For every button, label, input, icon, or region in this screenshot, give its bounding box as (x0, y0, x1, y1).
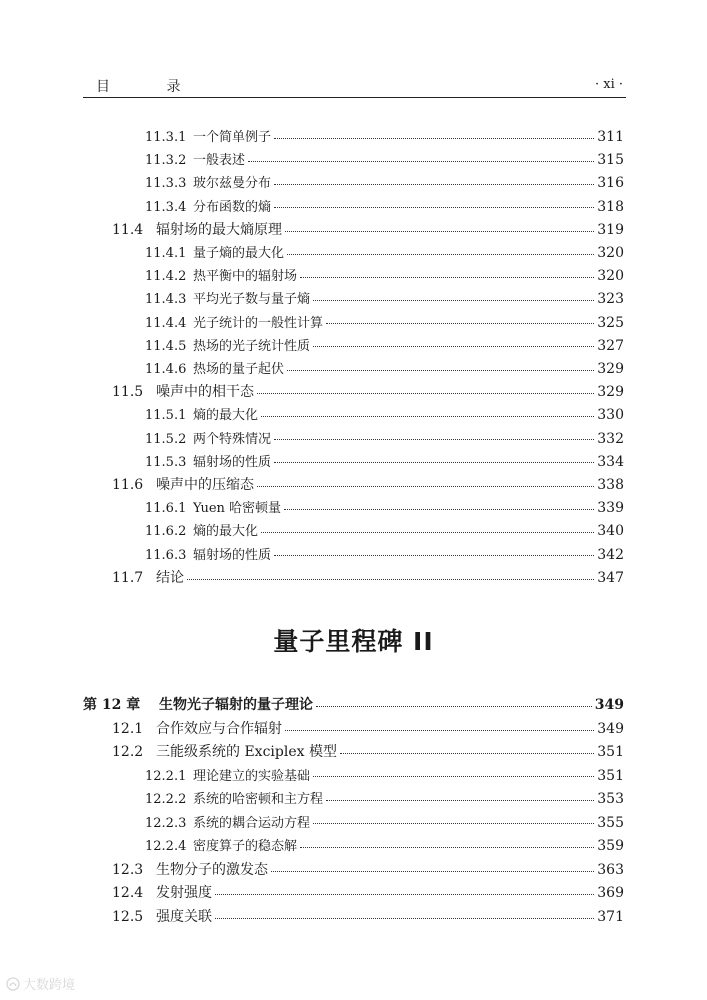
toc-entry-page: 339 (597, 500, 624, 517)
toc-entry-title: 热平衡中的辐射场 (193, 269, 298, 285)
toc-leader-dots (340, 752, 594, 754)
toc-entry-page: 319 (597, 221, 624, 238)
toc-leader-dots (313, 822, 594, 824)
toc-leader-dots (271, 870, 594, 872)
toc-leader-dots (215, 893, 594, 895)
toc-entry-title: 理论建立的实验基础 (193, 768, 311, 784)
toc-leader-dots (326, 322, 594, 324)
toc-entry-line (145, 265, 624, 284)
toc-entry (0, 906, 707, 926)
toc-entry-line (145, 497, 624, 516)
watermark-logo-icon (6, 977, 20, 991)
toc-entry-page: 329 (597, 384, 624, 401)
toc-entry-page: 340 (597, 523, 624, 540)
toc-entry (0, 835, 707, 855)
toc-leader-dots (274, 206, 594, 208)
header-title: 目 录 (96, 79, 207, 95)
running-header (83, 76, 623, 96)
toc-entry (0, 381, 707, 401)
toc-leader-dots (274, 554, 594, 556)
toc-entry-line (145, 126, 624, 145)
toc-entry-title: 辐射场的最大熵原理 (156, 221, 282, 238)
toc-entry (0, 497, 707, 517)
toc-entry-page: 347 (597, 569, 624, 586)
toc-leader-dots (285, 729, 594, 731)
toc-entry-title: 密度算子的稳态解 (193, 839, 298, 854)
toc-entry (0, 451, 707, 471)
toc-entry-title: 热场的量子起伏 (193, 362, 285, 377)
toc-entry (0, 219, 707, 239)
toc-entry-number: 11.3.1 (145, 130, 187, 145)
toc-entry-line (145, 196, 624, 215)
toc-leader-dots (274, 137, 594, 139)
toc-entry-line (145, 172, 624, 191)
toc-entry-line (112, 859, 624, 879)
watermark-text: 大数跨境 (23, 978, 76, 993)
toc-entry-title: 玻尔兹曼分布 (193, 176, 272, 192)
toc-entry-page: 318 (597, 198, 624, 215)
toc-entry (0, 859, 707, 879)
toc-entry-line (145, 335, 624, 354)
toc-entry-number: 11.3.3 (145, 176, 187, 192)
toc-leader-dots (261, 531, 594, 533)
toc-entry-number: 11.5.3 (145, 454, 187, 470)
toc-entry-page: 351 (597, 767, 624, 784)
toc-entry-title: Yuen 哈密顿量 (193, 501, 282, 517)
toc-leader-dots (284, 508, 594, 510)
toc-entry-page: 353 (597, 791, 624, 807)
toc-entry-title: 发射强度 (156, 885, 212, 901)
toc-entry-title: 光子统计的一般性计算 (193, 315, 324, 331)
toc-entry-page: 369 (597, 885, 624, 901)
toc-leader-dots (248, 160, 594, 162)
toc-entry-line (112, 219, 624, 239)
toc-entry-line (145, 520, 624, 539)
toc-entry-number: 11.4.4 (145, 315, 187, 331)
toc-entry-title: 一个简单例子 (193, 130, 272, 145)
toc-entry-line (145, 312, 624, 331)
toc-entry (0, 520, 707, 540)
toc-entry (0, 242, 707, 262)
toc-entry-page: 320 (597, 245, 624, 261)
toc-entry-title: 平均光子数与量子熵 (193, 292, 311, 308)
toc-leader-dots (285, 230, 594, 232)
toc-entry-page: 320 (597, 268, 624, 285)
toc-entry (0, 718, 707, 738)
toc-entry-number: 12.2.4 (145, 839, 187, 854)
toc-entry-number: 11.3.2 (145, 153, 187, 169)
toc-leader-dots (187, 578, 594, 580)
toc-entry (0, 474, 707, 494)
toc-entry-title: 结论 (156, 569, 184, 586)
toc-entry-number: 11.4 (112, 221, 144, 238)
toc-entry-number: 11.4.2 (145, 269, 187, 285)
toc-entry-line (145, 242, 624, 261)
toc-leader-dots (257, 485, 594, 487)
toc-entry-page: 329 (597, 361, 624, 377)
toc-entry-page: 349 (597, 720, 624, 737)
toc-entry (0, 265, 707, 285)
toc-entry-number: 11.4.3 (145, 292, 187, 308)
toc-entry (0, 765, 707, 785)
toc-entry-title: 合作效应与合作辐射 (156, 720, 282, 737)
toc-entry-line (145, 149, 624, 168)
toc-entry-number: 12.2.3 (145, 815, 187, 831)
toc-entry-line (145, 788, 624, 807)
toc-entry-title: 两个特殊情况 (193, 431, 272, 447)
toc-entry-page: 349 (594, 697, 624, 713)
toc-entry (0, 694, 707, 714)
toc-entry-page: 316 (597, 175, 624, 192)
toc-entry-page: 371 (597, 908, 624, 925)
toc-leader-dots (313, 299, 594, 301)
toc-entry-line (112, 906, 624, 926)
toc-entry (0, 149, 707, 169)
toc-entry-number: 11.6 (112, 477, 144, 493)
toc-entry-line (83, 694, 624, 714)
toc-entry-number: 11.3.4 (145, 199, 187, 215)
toc-entry-line (145, 428, 624, 447)
toc-entry-page: 332 (597, 430, 624, 447)
toc-entry-page: 342 (597, 546, 624, 563)
toc-entry-number: 11.5.2 (145, 431, 187, 447)
toc-entry-title: 生物光子辐射的量子理论 (159, 697, 313, 713)
toc-entry-title: 系统的哈密顿和主方程 (193, 792, 324, 807)
toc-entry-title: 辐射场的性质 (193, 454, 272, 470)
toc-leader-dots (274, 438, 594, 440)
toc-leader-dots (215, 917, 594, 919)
toc-leader-dots (274, 461, 594, 463)
toc-entry-number: 11.6.2 (145, 524, 187, 540)
toc-leader-dots (300, 276, 594, 278)
toc-entry-line (112, 882, 624, 902)
toc-entry-line (145, 404, 624, 423)
header-rule (83, 97, 626, 98)
toc-entry-title: 辐射场的性质 (193, 547, 272, 563)
toc-entry-number: 11.7 (112, 569, 144, 586)
toc-entry (0, 812, 707, 832)
toc-leader-dots (287, 253, 594, 255)
toc-entry-line (112, 741, 624, 761)
toc-entry-title: 量子熵的最大化 (193, 246, 285, 261)
toc-entry (0, 358, 707, 378)
toc-entry (0, 567, 707, 587)
toc-entry-title: 熵的最大化 (193, 408, 259, 424)
toc-entry-line (145, 358, 624, 377)
toc-leader-dots (287, 369, 594, 371)
part-title: 量子里程碑 II (273, 627, 434, 656)
toc-entry-page: 355 (597, 814, 624, 831)
toc-leader-dots (313, 775, 594, 777)
toc-entry (0, 741, 707, 761)
toc-entry-line (145, 288, 624, 307)
toc-entry-title: 热场的光子统计性质 (193, 338, 311, 354)
toc-entry-number: 11.4.5 (145, 338, 187, 354)
toc-entry-page: 315 (597, 152, 624, 169)
toc-entry-title: 一般表述 (193, 153, 246, 169)
toc-entry (0, 788, 707, 808)
toc-entry-number: 11.6.1 (145, 501, 187, 517)
toc-entry-line (145, 765, 624, 784)
toc-entry-page: 351 (597, 744, 624, 760)
toc-entry-number: 11.4.6 (145, 362, 187, 377)
toc-entry-line (112, 381, 624, 401)
toc-entry-number: 12.5 (112, 908, 144, 925)
toc-entry (0, 288, 707, 308)
toc-entry-line (145, 451, 624, 470)
toc-entry (0, 312, 707, 332)
toc-leader-dots (257, 392, 594, 394)
toc-entry (0, 404, 707, 424)
toc-entry-number: 11.6.3 (145, 547, 187, 563)
toc-entry (0, 544, 707, 564)
toc-entry (0, 172, 707, 192)
toc-entry-line (112, 718, 624, 738)
toc-entry-page: 363 (597, 861, 624, 878)
toc-entry-number: 第 12 章 (83, 697, 141, 713)
toc-entry-line (145, 812, 624, 831)
toc-entry-number: 12.1 (112, 720, 144, 737)
toc-entry-number: 11.4.1 (145, 246, 187, 261)
toc-entry-page: 338 (597, 477, 624, 493)
toc-leader-dots (326, 799, 594, 801)
toc-entry-title: 噪声中的相干态 (156, 384, 254, 401)
toc-entry-page: 325 (597, 314, 624, 331)
toc-leader-dots (300, 846, 594, 848)
toc-entry-page: 359 (597, 838, 624, 854)
toc-entry-title: 强度关联 (156, 908, 212, 925)
toc-entry (0, 335, 707, 355)
toc-entry-number: 12.4 (112, 885, 144, 901)
toc-entry-title: 噪声中的压缩态 (156, 477, 254, 493)
toc-entry-line (112, 474, 624, 494)
toc-entry-page: 334 (597, 453, 624, 470)
toc-entry-title: 熵的最大化 (193, 524, 259, 540)
watermark (6, 974, 75, 993)
toc-entry-number: 12.3 (112, 861, 144, 878)
toc-entry-page: 330 (597, 407, 624, 424)
toc-entry (0, 196, 707, 216)
toc-entry-page: 311 (597, 129, 624, 145)
toc-leader-dots (316, 705, 592, 707)
toc-entry (0, 126, 707, 146)
toc-entry-line (112, 567, 624, 587)
toc-entry-number: 12.2 (112, 744, 144, 760)
toc-entry-line (145, 835, 624, 854)
toc-leader-dots (313, 345, 594, 347)
toc-entry-title: 三能级系统的 Exciplex 模型 (156, 744, 337, 760)
toc-entry-line (145, 544, 624, 563)
toc-entry (0, 882, 707, 902)
toc-entry-number: 11.5.1 (145, 408, 187, 424)
toc-entry-title: 生物分子的激发态 (156, 861, 268, 878)
toc-entry-page: 323 (597, 291, 624, 308)
toc-entry-number: 12.2.2 (145, 792, 187, 807)
header-page-number: · xi · (594, 77, 623, 92)
toc-entry-title: 分布函数的熵 (193, 199, 272, 215)
toc-entry-number: 11.5 (112, 384, 144, 401)
toc-leader-dots (261, 415, 594, 417)
toc-entry-number: 12.2.1 (145, 768, 187, 784)
toc-entry-title: 系统的耦合运动方程 (193, 815, 311, 831)
toc-entry-page: 327 (597, 337, 624, 354)
toc-leader-dots (274, 183, 594, 185)
toc-entry (0, 428, 707, 448)
